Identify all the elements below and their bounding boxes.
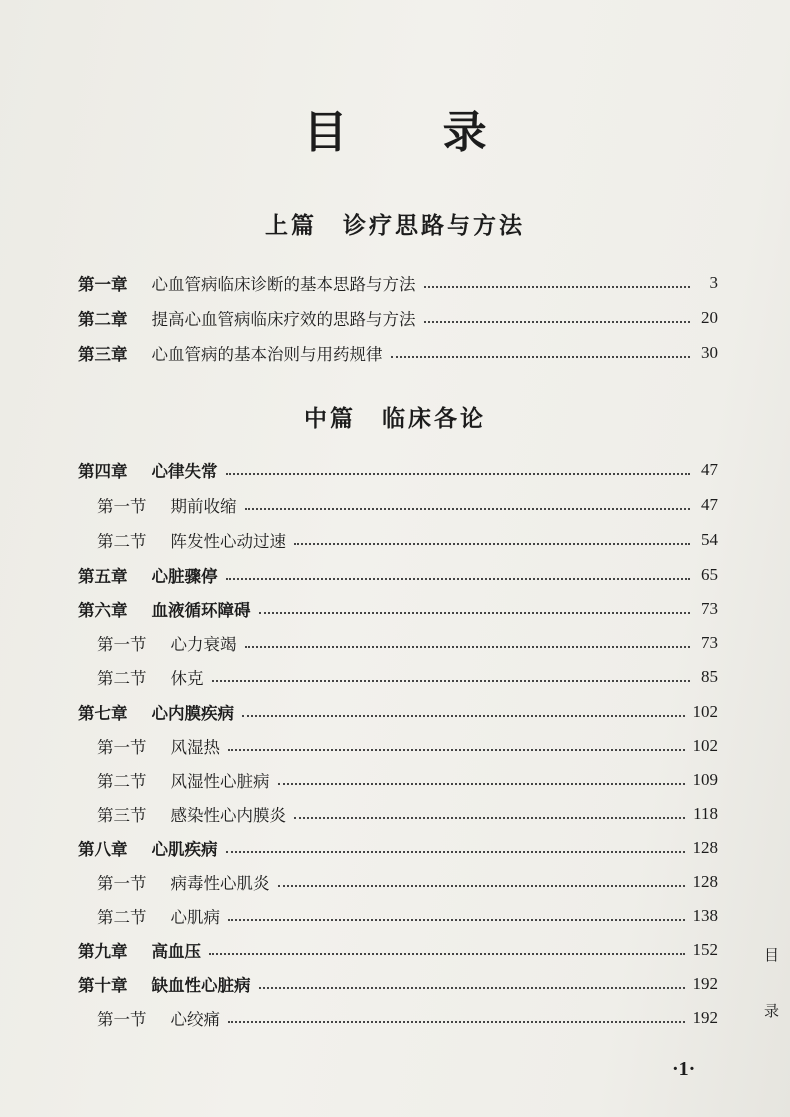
entry-number: 第一节 xyxy=(97,1010,147,1029)
entry-page: 128 xyxy=(692,872,718,891)
entry-title: 休克 xyxy=(170,669,204,688)
entry-title: 心肌病 xyxy=(170,908,220,927)
dot-leader xyxy=(226,578,691,580)
toc-entry-section[interactable] xyxy=(97,799,718,829)
toc-entry-section[interactable] xyxy=(97,628,718,658)
entry-number: 第一节 xyxy=(97,738,147,757)
entry-title: 病毒性心肌炎 xyxy=(170,874,270,893)
part-heading-middle xyxy=(0,400,790,433)
toc-entry-section[interactable] xyxy=(97,1003,718,1033)
dot-leader xyxy=(245,646,691,648)
dot-leader xyxy=(278,783,685,785)
entry-page: 128 xyxy=(692,838,718,857)
page-title: 目 录 xyxy=(303,107,527,158)
part-name: 临床各论 xyxy=(382,405,486,432)
entry-page: 20 xyxy=(701,308,718,327)
entry-page: 47 xyxy=(701,460,718,479)
entry-number: 第六章 xyxy=(78,601,128,620)
entry-number: 第七章 xyxy=(78,704,128,723)
toc-entry-chapter-9[interactable] xyxy=(78,935,718,965)
dot-leader xyxy=(228,1021,685,1023)
entry-page: 3 xyxy=(709,273,718,292)
entry-title: 心内膜疾病 xyxy=(151,704,234,723)
entry-number: 第九章 xyxy=(78,942,128,961)
entry-title: 提高心血管病临床疗效的思路与方法 xyxy=(151,310,416,329)
dot-leader xyxy=(212,680,691,682)
entry-number: 第一节 xyxy=(97,874,147,893)
dot-leader xyxy=(278,885,685,887)
entry-page: 138 xyxy=(692,906,718,925)
entry-title: 心血管病临床诊断的基本思路与方法 xyxy=(151,275,416,294)
toc-entry-chapter-4[interactable] xyxy=(78,455,718,485)
entry-page: 73 xyxy=(701,633,718,652)
dot-leader xyxy=(259,612,691,614)
entry-number: 第二节 xyxy=(97,669,147,688)
side-label-mu: 目 xyxy=(764,946,780,964)
toc-entry-section[interactable] xyxy=(97,731,718,761)
entry-number: 第三章 xyxy=(78,345,128,364)
dot-leader xyxy=(424,286,691,288)
entry-number: 第八章 xyxy=(78,840,128,859)
entry-number: 第二节 xyxy=(97,772,147,791)
entry-title: 阵发性心动过速 xyxy=(170,532,286,551)
entry-page: 85 xyxy=(701,667,718,686)
entry-number: 第十章 xyxy=(78,976,128,995)
page-number: ·1· xyxy=(672,1058,696,1080)
toc-entry-section[interactable] xyxy=(97,901,718,931)
side-label-lu: 录 xyxy=(764,1002,780,1020)
entry-title: 心律失常 xyxy=(151,462,218,481)
toc-entry-chapter-6[interactable] xyxy=(78,594,718,624)
entry-page: 192 xyxy=(692,1008,718,1027)
toc-entry-section[interactable] xyxy=(97,765,718,795)
dot-leader xyxy=(209,953,685,955)
toc-entry-chapter-10[interactable] xyxy=(78,969,718,999)
entry-page: 73 xyxy=(701,599,718,618)
entry-title: 心血管病的基本治则与用药规律 xyxy=(151,345,383,364)
part-name: 诊疗思路与方法 xyxy=(343,212,525,239)
dot-leader xyxy=(226,851,685,853)
toc-entry-section[interactable] xyxy=(97,490,718,520)
entry-number: 第五章 xyxy=(78,567,128,586)
entry-title: 风湿性心脏病 xyxy=(170,772,270,791)
dot-leader xyxy=(226,473,691,475)
toc-entry-chapter-5[interactable] xyxy=(78,560,718,590)
toc-entry-chapter-1[interactable] xyxy=(78,268,718,298)
entry-title: 心肌疾病 xyxy=(151,840,218,859)
toc-entry-chapter-3[interactable] xyxy=(78,338,718,368)
toc-entry-chapter-7[interactable] xyxy=(78,697,718,727)
entry-title: 血液循环障碍 xyxy=(151,601,251,620)
entry-title: 期前收缩 xyxy=(170,497,237,516)
dot-leader xyxy=(242,715,685,717)
dot-leader xyxy=(294,543,690,545)
toc-entry-chapter-2[interactable] xyxy=(78,303,718,333)
entry-title: 缺血性心脏病 xyxy=(151,976,251,995)
entry-page: 109 xyxy=(692,770,718,789)
dot-leader xyxy=(294,817,685,819)
dot-leader xyxy=(391,356,691,358)
entry-number: 第二节 xyxy=(97,532,147,551)
entry-page: 102 xyxy=(692,736,718,755)
entry-page: 118 xyxy=(693,804,718,823)
toc-entry-chapter-8[interactable] xyxy=(78,833,718,863)
entry-title: 高血压 xyxy=(151,942,201,961)
dot-leader xyxy=(228,749,685,751)
entry-number: 第一节 xyxy=(97,497,147,516)
part-heading-upper xyxy=(0,207,790,240)
entry-number: 第四章 xyxy=(78,462,128,481)
entry-title: 风湿热 xyxy=(170,738,220,757)
entry-page: 47 xyxy=(701,495,718,514)
entry-number: 第二节 xyxy=(97,908,147,927)
entry-title: 心脏骤停 xyxy=(151,567,218,586)
part-label: 中篇 xyxy=(304,405,356,432)
dot-leader xyxy=(259,987,685,989)
entry-number: 第一章 xyxy=(78,275,128,294)
dot-leader xyxy=(245,508,691,510)
dot-leader xyxy=(424,321,691,323)
entry-title: 心力衰竭 xyxy=(170,635,237,654)
entry-number: 第二章 xyxy=(78,310,128,329)
entry-number: 第三节 xyxy=(97,806,147,825)
entry-number: 第一节 xyxy=(97,635,147,654)
entry-page: 102 xyxy=(692,702,718,721)
part-label: 上篇 xyxy=(265,212,317,239)
entry-title: 心绞痛 xyxy=(170,1010,220,1029)
entry-page: 65 xyxy=(701,565,718,584)
toc-entry-section[interactable] xyxy=(97,525,718,555)
entry-title: 感染性心内膜炎 xyxy=(170,806,286,825)
entry-page: 54 xyxy=(701,530,718,549)
entry-page: 30 xyxy=(701,343,718,362)
dot-leader xyxy=(228,919,685,921)
toc-entry-section[interactable] xyxy=(97,662,718,692)
toc-entry-section[interactable] xyxy=(97,867,718,897)
entry-page: 192 xyxy=(692,974,718,993)
entry-page: 152 xyxy=(692,940,718,959)
